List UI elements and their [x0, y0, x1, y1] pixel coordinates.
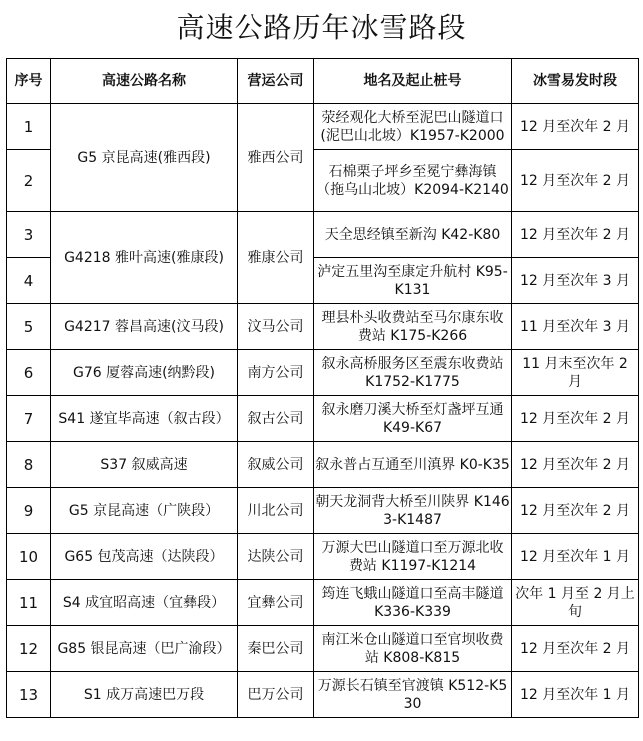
cell-road: G5 京昆高速（广陕段）	[51, 488, 238, 534]
cell-location: 石棉栗子坪乡至冕宁彝海镇（拖乌山北坡）K2094-K2140	[314, 150, 512, 212]
cell-location: 万源大巴山隧道口至万源北收费站 K1197-K1214	[314, 534, 512, 580]
cell-location: 叙永磨刀溪大桥至灯盏坪互通 K49-K67	[314, 396, 512, 442]
header-road: 高速公路名称	[51, 59, 238, 104]
cell-period: 12 月至次年 2 月	[512, 104, 639, 150]
cell-seq: 7	[7, 396, 51, 442]
cell-road: G76 厦蓉高速(纳黔段)	[51, 350, 238, 396]
cell-road: G5 京昆高速(雅西段)	[51, 104, 238, 212]
cell-seq: 4	[7, 258, 51, 304]
cell-location: 南江米仓山隧道口至官坝收费站 K808-K815	[314, 626, 512, 672]
cell-location: 泸定五里沟至康定升航村 K95-K131	[314, 258, 512, 304]
table-row	[7, 212, 639, 258]
cell-location: 万源长石镇至官渡镇 K512-K530	[314, 672, 512, 718]
cell-location: 朝天龙洞背大桥至川陕界 K1463-K1487	[314, 488, 512, 534]
cell-road: G4218 雅叶高速(雅康段)	[51, 212, 238, 304]
cell-seq: 5	[7, 304, 51, 350]
cell-road: S41 遂宜毕高速（叙古段）	[51, 396, 238, 442]
table-header-row	[7, 59, 639, 104]
cell-seq: 2	[7, 150, 51, 212]
cell-location: 天全思经镇至新沟 K42-K80	[314, 212, 512, 258]
cell-seq: 8	[7, 442, 51, 488]
cell-company: 雅西公司	[238, 104, 314, 212]
cell-company: 宜彝公司	[238, 580, 314, 626]
cell-seq: 3	[7, 212, 51, 258]
cell-location: 荥经观化大桥至泥巴山隧道口(泥巴山北坡）K1957-K2000	[314, 104, 512, 150]
cell-period: 12 月至次年 2 月	[512, 442, 639, 488]
cell-company: 叙古公司	[238, 396, 314, 442]
cell-period: 12 月至次年 2 月	[512, 488, 639, 534]
cell-seq: 6	[7, 350, 51, 396]
table-row	[7, 626, 639, 672]
header-location: 地名及起止桩号	[314, 59, 512, 104]
header-company: 营运公司	[238, 59, 314, 104]
cell-company: 南方公司	[238, 350, 314, 396]
table-row	[7, 442, 639, 488]
table-row	[7, 304, 639, 350]
cell-seq: 10	[7, 534, 51, 580]
cell-period: 12 月至次年 1 月	[512, 534, 639, 580]
cell-company: 巴万公司	[238, 672, 314, 718]
icy-road-table	[6, 58, 639, 718]
cell-seq: 11	[7, 580, 51, 626]
cell-company: 汶马公司	[238, 304, 314, 350]
table-row	[7, 672, 639, 718]
table-row	[7, 580, 639, 626]
cell-period: 12 月至次年 3 月	[512, 258, 639, 304]
cell-road: G4217 蓉昌高速(汶马段)	[51, 304, 238, 350]
cell-period: 12 月至次年 2 月	[512, 212, 639, 258]
cell-location: 叙永高桥服务区至震东收费站 K1752-K1775	[314, 350, 512, 396]
cell-period: 12 月至次年 2 月	[512, 626, 639, 672]
cell-period: 次年 1 月至 2 月上旬	[512, 580, 639, 626]
header-seq: 序号	[7, 59, 51, 104]
cell-company: 川北公司	[238, 488, 314, 534]
cell-road: S4 成宜昭高速（宜彝段）	[51, 580, 238, 626]
table-row	[7, 396, 639, 442]
cell-period: 11 月末至次年 2 月	[512, 350, 639, 396]
table-row	[7, 534, 639, 580]
cell-company: 叙威公司	[238, 442, 314, 488]
table-row	[7, 104, 639, 150]
page-title: 高速公路历年冰雪路段	[176, 11, 467, 44]
cell-company: 达陕公司	[238, 534, 314, 580]
cell-location: 理县朴头收费站至马尔康东收费站 K175-K266	[314, 304, 512, 350]
header-period: 冰雪易发时段	[512, 59, 639, 104]
cell-seq: 9	[7, 488, 51, 534]
cell-road: S37 叙威高速	[51, 442, 238, 488]
cell-seq: 1	[7, 104, 51, 150]
table-row	[7, 350, 639, 396]
table-row	[7, 488, 639, 534]
cell-location: 叙永普占互通至川滇界 K0-K35	[314, 442, 512, 488]
cell-road: G65 包茂高速（达陕段）	[51, 534, 238, 580]
cell-period: 12 月至次年 2 月	[512, 396, 639, 442]
cell-company: 秦巴公司	[238, 626, 314, 672]
cell-road: G85 银昆高速（巴广渝段）	[51, 626, 238, 672]
cell-period: 12 月至次年 2 月	[512, 150, 639, 212]
cell-period: 11 月至次年 3 月	[512, 304, 639, 350]
cell-seq: 13	[7, 672, 51, 718]
cell-road: S1 成万高速巴万段	[51, 672, 238, 718]
cell-period: 12 月至次年 1 月	[512, 672, 639, 718]
cell-company: 雅康公司	[238, 212, 314, 304]
cell-location: 筠连飞蛾山隧道口至高丰隧道 K336-K339	[314, 580, 512, 626]
cell-seq: 12	[7, 626, 51, 672]
